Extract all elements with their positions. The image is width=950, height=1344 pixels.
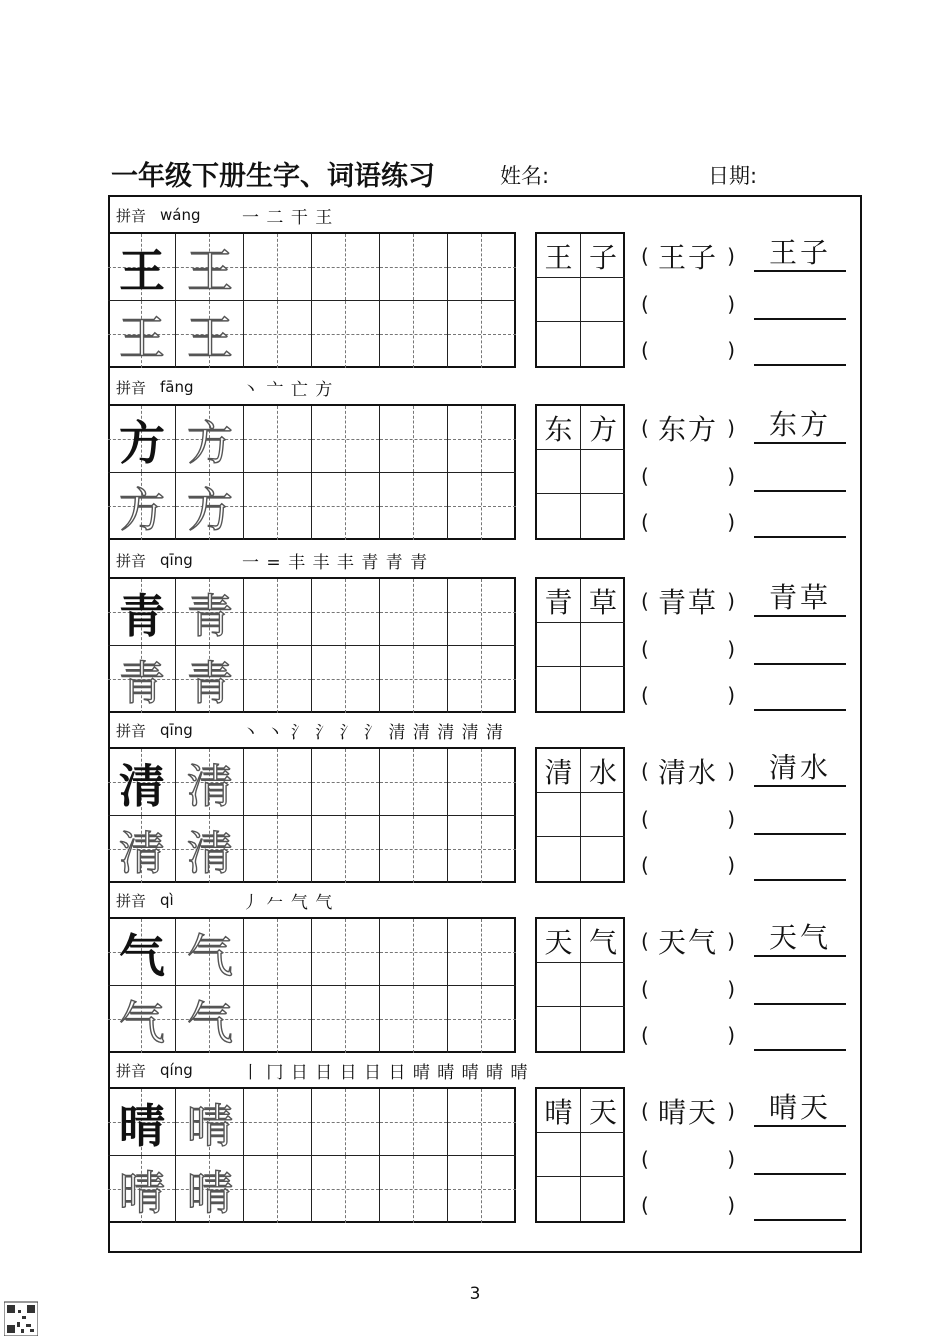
grid-cell[interactable]: [312, 919, 380, 986]
model-character: 王: [119, 243, 165, 298]
grid-cell[interactable]: [380, 406, 448, 473]
word-cell[interactable]: [537, 1133, 581, 1177]
practice-section: [108, 713, 862, 883]
name-label: 姓名:: [500, 164, 550, 188]
word-character: 晴: [544, 1095, 573, 1129]
word-cell[interactable]: [537, 1089, 581, 1133]
trace-character: 青: [187, 655, 233, 710]
grid-cell[interactable]: [108, 1156, 176, 1223]
close-paren: ): [727, 244, 735, 268]
answer-line[interactable]: [754, 1087, 846, 1127]
section-header: [116, 204, 333, 226]
answer-line[interactable]: [754, 326, 846, 366]
grid-cell[interactable]: [312, 473, 380, 540]
bracket-pair: [641, 969, 735, 1009]
stroke-order: 一 二 干 王: [242, 207, 334, 228]
grid-cell[interactable]: [108, 1089, 176, 1156]
bracket-word: 天气: [657, 926, 718, 959]
pinyin-text: qīng: [160, 551, 193, 569]
pinyin-text: qì: [160, 891, 174, 909]
open-paren: (: [641, 683, 649, 707]
word-cell[interactable]: [581, 793, 625, 837]
trace-character: 王: [119, 310, 165, 365]
stroke-order: 丶 丶 氵 氵 氵 氵 清 清 清 清 清: [242, 722, 505, 743]
bracket-pair: [641, 330, 735, 370]
grid-cell[interactable]: [448, 301, 516, 368]
practice-section: [108, 370, 862, 540]
close-paren: ): [727, 1193, 735, 1217]
word-character: 天: [588, 1095, 617, 1129]
answer-line[interactable]: [754, 625, 846, 665]
trace-character: 青: [187, 588, 233, 643]
trace-character: 方: [187, 482, 233, 537]
grid-cell[interactable]: [176, 1089, 244, 1156]
bracket-word: 王子: [657, 241, 718, 274]
word-cell[interactable]: [581, 1177, 625, 1221]
word-cell[interactable]: [581, 1089, 625, 1133]
close-paren: ): [727, 929, 735, 953]
word-cell[interactable]: [537, 579, 581, 623]
grid-cell[interactable]: [108, 919, 176, 986]
grid-cell[interactable]: [448, 406, 516, 473]
section-header: [116, 719, 504, 741]
trace-character: 清: [119, 825, 165, 880]
pinyin-text: qīng: [160, 721, 193, 739]
grid-cell[interactable]: [244, 646, 312, 713]
word-cell[interactable]: [537, 234, 581, 278]
bracket-word: 晴天: [657, 1096, 718, 1129]
answer-line[interactable]: [754, 452, 846, 492]
bracket-word: 东方: [657, 413, 718, 446]
answer-line[interactable]: [754, 1181, 846, 1221]
writing-grid: [108, 1087, 516, 1223]
bracket-pair: [641, 1139, 735, 1179]
stroke-order: 丿 𠂉 气 气: [242, 892, 334, 913]
answer-word: 清水: [768, 751, 831, 785]
close-paren: ): [727, 977, 735, 1001]
open-paren: (: [641, 416, 649, 440]
section-header: [116, 376, 333, 398]
pinyin-label: 拼音: [116, 721, 147, 740]
open-paren: (: [641, 464, 649, 488]
word-cell[interactable]: [537, 1177, 581, 1221]
word-cell[interactable]: [537, 963, 581, 1007]
word-box: [535, 747, 625, 883]
close-paren: ): [727, 292, 735, 316]
grid-cell[interactable]: [176, 816, 244, 883]
word-cell[interactable]: [581, 919, 625, 963]
bracket-pair: [641, 1015, 735, 1055]
answer-word: 东方: [768, 408, 831, 442]
answer-line[interactable]: [754, 795, 846, 835]
grid-cell[interactable]: [380, 234, 448, 301]
word-cell[interactable]: [581, 579, 625, 623]
bracket-pair: [641, 675, 735, 715]
pinyin-label: 拼音: [116, 206, 147, 225]
word-cell[interactable]: [537, 322, 581, 366]
open-paren: (: [641, 1147, 649, 1171]
bracket-pair: [641, 799, 735, 839]
answer-word: 王子: [768, 236, 831, 270]
answer-line[interactable]: [754, 1011, 846, 1051]
writing-grid: [108, 404, 516, 540]
section-header: [116, 1059, 528, 1081]
close-paren: ): [727, 416, 735, 440]
grid-cell[interactable]: [312, 1156, 380, 1223]
page-number: 3: [469, 1284, 481, 1304]
word-character: 子: [588, 240, 617, 274]
bracket-pair: [641, 629, 735, 669]
word-cell[interactable]: [537, 623, 581, 667]
answer-line[interactable]: [754, 498, 846, 538]
page-title: 一年级下册生字、词语练习: [111, 161, 435, 192]
grid-cell[interactable]: [108, 406, 176, 473]
pinyin-text: wáng: [160, 206, 201, 224]
grid-cell[interactable]: [380, 473, 448, 540]
grid-cell[interactable]: [380, 1156, 448, 1223]
word-cell[interactable]: [537, 406, 581, 450]
trace-character: 气: [187, 928, 233, 983]
close-paren: ): [727, 1023, 735, 1047]
answer-line[interactable]: [754, 1135, 846, 1175]
close-paren: ): [727, 807, 735, 831]
grid-cell[interactable]: [312, 406, 380, 473]
qr-code-icon: [4, 1296, 38, 1336]
open-paren: (: [641, 589, 649, 613]
stroke-order: 丨 冂 日 日 日 日 日 晴 晴 晴 晴 晴: [242, 1062, 529, 1083]
bracket-pair: [641, 581, 735, 621]
grid-cell[interactable]: [176, 919, 244, 986]
word-cell[interactable]: [537, 749, 581, 793]
grid-cell[interactable]: [448, 816, 516, 883]
word-cell[interactable]: [581, 667, 625, 711]
grid-cell[interactable]: [312, 234, 380, 301]
writing-grid: [108, 747, 516, 883]
grid-cell[interactable]: [176, 749, 244, 816]
answer-word: 青草: [768, 581, 831, 615]
word-cell[interactable]: [537, 837, 581, 881]
word-character: 草: [588, 585, 617, 619]
word-character: 清: [544, 755, 573, 789]
grid-cell[interactable]: [312, 301, 380, 368]
grid-cell[interactable]: [244, 749, 312, 816]
trace-character: 青: [119, 655, 165, 710]
word-cell[interactable]: [537, 494, 581, 538]
open-paren: (: [641, 853, 649, 877]
open-paren: (: [641, 338, 649, 362]
answer-line[interactable]: [754, 671, 846, 711]
pinyin-label: 拼音: [116, 1061, 147, 1080]
word-character: 青: [544, 585, 573, 619]
word-cell[interactable]: [581, 1007, 625, 1051]
grid-cell[interactable]: [108, 301, 176, 368]
close-paren: ): [727, 1099, 735, 1123]
word-character: 王: [544, 240, 573, 274]
close-paren: ): [727, 338, 735, 362]
bracket-pair: [641, 284, 735, 324]
close-paren: ): [727, 510, 735, 534]
grid-cell[interactable]: [244, 301, 312, 368]
practice-section: [108, 543, 862, 713]
trace-character: 清: [187, 825, 233, 880]
word-character: 方: [588, 412, 617, 446]
bracket-pair: [641, 1185, 735, 1225]
word-character: 东: [544, 412, 573, 446]
grid-cell[interactable]: [312, 986, 380, 1053]
grid-cell[interactable]: [108, 473, 176, 540]
answer-line[interactable]: [754, 404, 846, 444]
grid-cell[interactable]: [176, 646, 244, 713]
word-box: [535, 917, 625, 1053]
trace-character: 晴: [119, 1165, 165, 1220]
grid-cell[interactable]: [380, 986, 448, 1053]
word-box: [535, 577, 625, 713]
grid-cell[interactable]: [448, 986, 516, 1053]
bracket-pair: [641, 456, 735, 496]
close-paren: ): [727, 759, 735, 783]
open-paren: (: [641, 244, 649, 268]
writing-grid: [108, 917, 516, 1053]
grid-cell[interactable]: [176, 406, 244, 473]
bracket-pair: [641, 1091, 735, 1131]
grid-cell[interactable]: [448, 749, 516, 816]
answer-word: 天气: [768, 921, 831, 955]
grid-cell[interactable]: [244, 1089, 312, 1156]
grid-cell[interactable]: [176, 234, 244, 301]
bracket-pair: [641, 236, 735, 276]
grid-cell[interactable]: [244, 1156, 312, 1223]
word-cell[interactable]: [537, 278, 581, 322]
open-paren: (: [641, 637, 649, 661]
word-cell[interactable]: [581, 749, 625, 793]
grid-cell[interactable]: [448, 646, 516, 713]
trace-character: 气: [119, 995, 165, 1050]
grid-cell[interactable]: [244, 986, 312, 1053]
bracket-pair: [641, 751, 735, 791]
stroke-order: 一 = 丰 丰 丰 青 青 青: [242, 552, 429, 573]
open-paren: (: [641, 977, 649, 1001]
grid-cell[interactable]: [108, 579, 176, 646]
grid-cell[interactable]: [448, 919, 516, 986]
open-paren: (: [641, 1099, 649, 1123]
word-cell[interactable]: [537, 793, 581, 837]
word-cell[interactable]: [581, 234, 625, 278]
grid-cell[interactable]: [244, 816, 312, 883]
grid-cell[interactable]: [380, 646, 448, 713]
grid-cell[interactable]: [176, 1156, 244, 1223]
grid-cell[interactable]: [448, 579, 516, 646]
grid-cell[interactable]: [244, 919, 312, 986]
practice-section: [108, 198, 862, 368]
grid-cell[interactable]: [380, 1089, 448, 1156]
grid-cell[interactable]: [448, 473, 516, 540]
trace-character: 方: [119, 482, 165, 537]
grid-cell[interactable]: [380, 579, 448, 646]
close-paren: ): [727, 589, 735, 613]
word-box: [535, 404, 625, 540]
word-cell[interactable]: [581, 406, 625, 450]
open-paren: (: [641, 807, 649, 831]
grid-cell[interactable]: [448, 234, 516, 301]
word-cell[interactable]: [581, 1133, 625, 1177]
answer-word: 晴天: [768, 1091, 831, 1125]
grid-cell[interactable]: [448, 1089, 516, 1156]
trace-character: 方: [187, 415, 233, 470]
grid-cell[interactable]: [108, 234, 176, 301]
answer-line[interactable]: [754, 965, 846, 1005]
trace-character: 气: [187, 995, 233, 1050]
word-cell[interactable]: [581, 278, 625, 322]
word-cell[interactable]: [581, 450, 625, 494]
open-paren: (: [641, 1023, 649, 1047]
word-cell[interactable]: [581, 837, 625, 881]
model-character: 青: [119, 588, 165, 643]
pinyin-text: fāng: [160, 378, 194, 396]
word-cell[interactable]: [537, 450, 581, 494]
word-character: 天: [544, 925, 573, 959]
grid-cell[interactable]: [244, 579, 312, 646]
grid-cell[interactable]: [380, 301, 448, 368]
grid-cell[interactable]: [380, 919, 448, 986]
grid-cell[interactable]: [176, 579, 244, 646]
word-character: 水: [588, 755, 617, 789]
grid-cell[interactable]: [380, 749, 448, 816]
answer-line[interactable]: [754, 577, 846, 617]
bracket-pair: [641, 408, 735, 448]
close-paren: ): [727, 853, 735, 877]
open-paren: (: [641, 1193, 649, 1217]
pinyin-text: qíng: [160, 1061, 193, 1079]
grid-cell[interactable]: [312, 579, 380, 646]
open-paren: (: [641, 759, 649, 783]
practice-section: [108, 883, 862, 1053]
pinyin-label: 拼音: [116, 378, 147, 397]
writing-grid: [108, 232, 516, 368]
grid-cell[interactable]: [244, 473, 312, 540]
grid-cell[interactable]: [244, 234, 312, 301]
writing-grid: [108, 577, 516, 713]
trace-character: 王: [187, 310, 233, 365]
trace-character: 晴: [187, 1098, 233, 1153]
bracket-pair: [641, 845, 735, 885]
stroke-order: 丶 亠 亡 方: [242, 379, 334, 400]
model-character: 方: [119, 415, 165, 470]
grid-cell[interactable]: [448, 1156, 516, 1223]
grid-cell[interactable]: [312, 816, 380, 883]
bracket-word: 清水: [657, 756, 718, 789]
close-paren: ): [727, 637, 735, 661]
section-header: [116, 549, 428, 571]
word-cell[interactable]: [581, 623, 625, 667]
date-label: 日期:: [708, 164, 758, 188]
section-header: [116, 889, 333, 911]
word-box: [535, 232, 625, 368]
grid-cell[interactable]: [244, 406, 312, 473]
close-paren: ): [727, 1147, 735, 1171]
grid-cell[interactable]: [108, 749, 176, 816]
bracket-pair: [641, 502, 735, 542]
grid-cell[interactable]: [108, 986, 176, 1053]
open-paren: (: [641, 292, 649, 316]
grid-cell[interactable]: [108, 816, 176, 883]
bracket-pair: [641, 921, 735, 961]
close-paren: ): [727, 464, 735, 488]
answer-line[interactable]: [754, 841, 846, 881]
word-box: [535, 1087, 625, 1223]
trace-character: 王: [187, 243, 233, 298]
grid-cell[interactable]: [312, 1089, 380, 1156]
close-paren: ): [727, 683, 735, 707]
grid-cell[interactable]: [312, 749, 380, 816]
model-character: 清: [119, 758, 165, 813]
pinyin-label: 拼音: [116, 551, 147, 570]
word-character: 气: [588, 925, 617, 959]
grid-cell[interactable]: [312, 646, 380, 713]
open-paren: (: [641, 929, 649, 953]
word-cell[interactable]: [581, 322, 625, 366]
model-character: 晴: [119, 1098, 165, 1153]
grid-cell[interactable]: [176, 301, 244, 368]
grid-cell[interactable]: [176, 473, 244, 540]
word-cell[interactable]: [581, 963, 625, 1007]
bracket-word: 青草: [657, 586, 718, 619]
word-cell[interactable]: [581, 494, 625, 538]
word-cell[interactable]: [537, 1007, 581, 1051]
answer-line[interactable]: [754, 232, 846, 272]
answer-line[interactable]: [754, 747, 846, 787]
trace-character: 晴: [187, 1165, 233, 1220]
word-cell[interactable]: [537, 667, 581, 711]
model-character: 气: [119, 928, 165, 983]
grid-cell[interactable]: [380, 816, 448, 883]
grid-cell[interactable]: [108, 646, 176, 713]
practice-section: [108, 1053, 862, 1223]
answer-line[interactable]: [754, 280, 846, 320]
answer-line[interactable]: [754, 917, 846, 957]
pinyin-label: 拼音: [116, 891, 147, 910]
open-paren: (: [641, 510, 649, 534]
trace-character: 清: [187, 758, 233, 813]
grid-cell[interactable]: [176, 986, 244, 1053]
word-cell[interactable]: [537, 919, 581, 963]
